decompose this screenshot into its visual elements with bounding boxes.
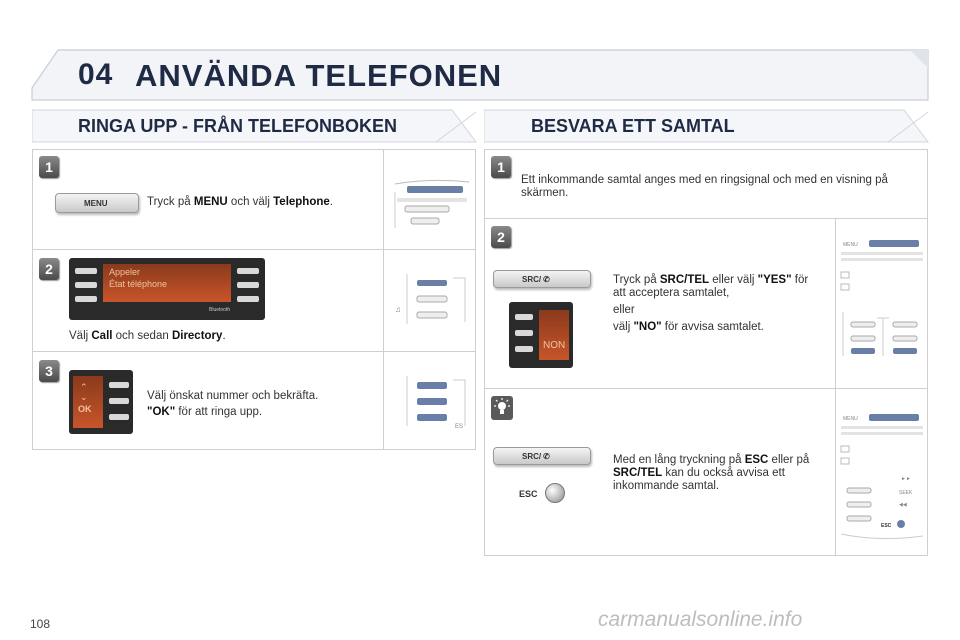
step-badge: 1 bbox=[39, 156, 59, 178]
step-badge: 1 bbox=[491, 156, 511, 178]
step-1-instruction: Tryck på MENU och välj Telephone. bbox=[147, 196, 333, 208]
right-section-title: BESVARA ETT SAMTAL bbox=[531, 116, 735, 136]
dashboard-sketch-menu bbox=[391, 178, 471, 232]
step-badge: 2 bbox=[491, 226, 511, 248]
dashboard-sketch-confirm bbox=[393, 372, 473, 432]
esc-label: ESC bbox=[519, 489, 538, 499]
page-title: ANVÄNDA TELEFONEN bbox=[135, 58, 503, 93]
esc-button-image bbox=[545, 483, 565, 503]
page-number: 108 bbox=[30, 617, 51, 631]
src-tel-button-image: SRC/ ✆ bbox=[493, 447, 591, 465]
svg-text:SEEK: SEEK bbox=[899, 490, 913, 496]
svg-text:MENU: MENU bbox=[843, 416, 858, 422]
answer-instruction: Tryck på SRC/TEL eller välj "YES" för att acceptera samtalet, eller välj "NO" för avvisa samtalet. bbox=[613, 274, 809, 333]
svg-text:MENU: MENU bbox=[843, 242, 858, 248]
svg-text:ES: ES bbox=[455, 424, 464, 430]
svg-text:►►: ►► bbox=[901, 476, 911, 482]
src-tel-button-image: SRC/ ✆ bbox=[493, 270, 591, 288]
chapter-number: 04 bbox=[78, 58, 114, 91]
confirm-display-image: ⌃ ⌄ OK bbox=[69, 370, 133, 434]
step-badge: 3 bbox=[39, 360, 59, 382]
menu-button-image bbox=[55, 193, 139, 213]
dashboard-sketch-buttons bbox=[393, 270, 473, 330]
radio-display-image: Appeler État téléphone Bluetooth bbox=[69, 258, 265, 320]
left-section-title: RINGA UPP - FRÅN TELEFONBOKEN bbox=[78, 116, 398, 136]
svg-text:◀◀: ◀◀ bbox=[899, 502, 907, 508]
dashboard-sketch-answer bbox=[839, 238, 925, 360]
step-2-instruction: Välj Call och sedan Directory. bbox=[69, 330, 226, 342]
step-3-instruction: Välj önskat nummer och bekräfta. "OK" för att ringa upp. bbox=[147, 390, 319, 418]
watermark: carmanualsonline.info bbox=[598, 608, 803, 631]
incoming-call-description: Ett inkommande samtal anges med en ringsignal och med en visning på skärmen. bbox=[521, 174, 888, 199]
tip-lightbulb-icon bbox=[491, 396, 513, 420]
reject-instruction: Med en lång tryckning på ESC eller på SRC/TEL kan du också avvisa ett inkommande samtal. bbox=[613, 454, 810, 492]
dashboard-sketch-reject bbox=[839, 410, 925, 546]
answer-display-image: NON bbox=[509, 302, 573, 368]
left-steps-panel bbox=[32, 149, 476, 450]
menu-button-label: MENU bbox=[84, 198, 108, 208]
step-badge: 2 bbox=[39, 258, 59, 280]
svg-text:♫: ♫ bbox=[395, 305, 401, 314]
right-steps-panel bbox=[484, 149, 928, 556]
svg-text:ESC: ESC bbox=[881, 523, 892, 529]
